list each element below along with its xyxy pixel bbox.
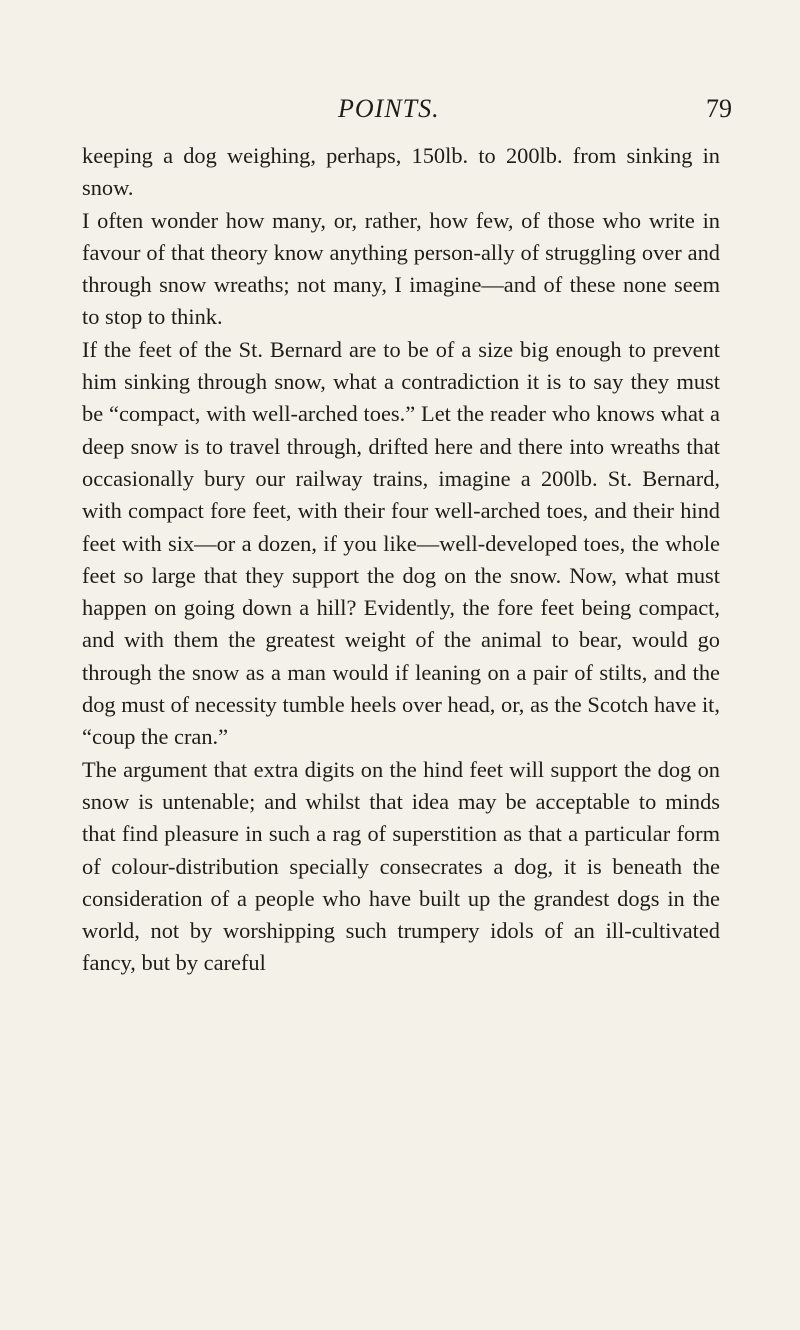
paragraph: If the feet of the St. Bernard are to be of a size big enough to prevent him sinking through snow, what a contradiction it is to say they must be “compact, with well-arched toes.” Let the reader who knows what a deep snow is to travel through, drifted here and there into wreaths that occasionally bury our railway trains, imagine a 200lb. St. Bernard, with compact fore feet, with their four well-arched toes, and their hind feet with six—or a dozen, if you like—well-developed toes, the whole feet so large that they support the dog on the snow. Now, what must happen on going down a hill? Evidently, the fore feet being compact, and with them the greatest weight of the animal to bear, would go through the snow as a man would if leaning on a pair of stilts, and the dog must of necessity tumble heels over head, or, as the Scotch have it, “coup the cran.” <box>82 336 720 750</box>
page-number: 79 <box>706 94 732 123</box>
running-head <box>0 94 800 134</box>
running-title: POINTS. <box>338 94 440 123</box>
paragraph: I often wonder how many, or, rather, how few, of those who write in favour of that theory know anything person-ally of struggling over and through snow wreaths; not many, I imagine—and of these none seem to stop to think. <box>82 207 720 330</box>
body-text <box>82 140 720 980</box>
paragraph: The argument that extra digits on the hind feet will support the dog on snow is untenable; and whilst that idea may be acceptable to minds that find pleasure in such a rag of superstition as that a particular form of colour-distribution specially consecrates a dog, it is beneath the consideration of a people who have built up the grandest dogs in the world, not by worshipping such trumpery idols of an ill-cultivated fancy, but by careful <box>82 756 720 976</box>
paragraph-continuation: keeping a dog weighing, perhaps, 150lb. to 200lb. from sinking in snow. <box>82 143 720 201</box>
